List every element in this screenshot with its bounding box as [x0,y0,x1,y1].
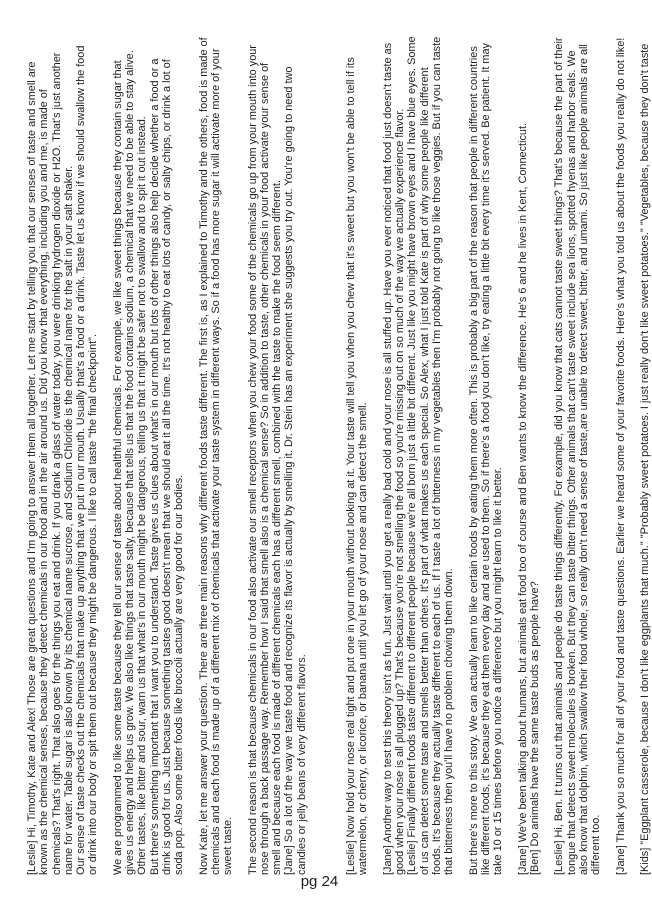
paragraph: [Leslie] Now hold your nose real tight and put one in your mouth without looking at it. Your taste will tell you when you chew that it's sweet but you won't be able to tell if its watermelon, or cherry, or licorice, or banana until you let go of your nose and can detect the smell. [345,57,370,875]
paragraph: [Jane] So a lot of the way we taste food and recognize its flavor is actually by smelling it. Dr. Stein has an experiment she suggests you try out. You're going to need two candies or jelly beans of very different flavors. [283,66,308,875]
paragraph: The second reason is that because chemicals in our food also activate our smell receptors when you chew your food some of the chemicals go up from your mouth into your nose through a back passage way. Remember how I said that smell also is a chemical sense? So in addition to taste, other chemicals in your food activate your sense of smell and because each food is made of different chemicals each has a different smell, combined with the taste to make the food seem different. [246,45,284,875]
paragraph: But there's more to this story. We can actually learn to like certain foods by eating them more often. This is probably a big part of the reason that people in different countries like different foods, it's because they eat them every day and are used to them. So if there's a food you don't like, try eating a little bit every time it's served. Be patient. It may take 10 or 15 times before you notice a difference but you might learn to like it better. [467,42,505,875]
right-text-column [345,35,652,875]
left-text-column [26,35,308,875]
paragraph: Now Kate, let me answer your question. There are three main reasons why different foods taste different. The first is, as I explained to Timothy and the others, food is made of chemicals and each food is made up of a different mix of chemicals that activate your taste system in different ways. So if a food has more sugar it will activate more of your sweet taste. [197,37,235,875]
paragraph: [Jane] We've been talking about humans, but animals eat food too of course and Ben wants to know the difference. He's 6 and he lives in Kent, Connecticut. [516,122,529,875]
paragraph: [Leslie] Hi, Timothy, Kate and Alex! Those are great questions and I'm going to answer them all together. Let me start by telling you that our senses of taste and smell are known as the chemical senses, because they detect chemicals in our food and in the air around us. Did you know that everything, including you and me, is made of chemicals? That's right. That also goes for the things you eat and drink. If you drank a glass of water today, you were drinking hydrogen dioxide or H2O. That's just another name for water. Table sugar is also known by its chemical name sucrose, and Sodium Chloride is the chemical name for the salt in your salt shaker. [26,52,75,875]
paragraph: But there's something important that I want you to understand. Taste gives us clues about what's in our mouth but lots of other things also help decide whether a food or a drink is good for us. Just because something tastes good doesn't mean that we should eat it all the time. It's not healthy to eat lots of candy, or salty chips, or drink a lot of soda pop. Also some bitter foods like broccoli actually are very good for our bodies. [148,58,186,875]
paragraph: [Jane] Thank you so much for all of your food and taste questions. Earlier we heard some of your favorite foods. Here's what you told us about the foods you really do not like! [614,37,627,875]
paragraph: [Leslie] Finally different foods taste different to different people because we're all born just a little bit different. Just like you might have brown eyes and I have blue eyes. Some of us can detect some taste and smells better than others. It's part of what makes us each special. So Alex, what I just told Kate is part of why some people like different foods. It's because they actually taste different to each of us. If I taste a lot of bitterness in my vegetables then I'm probably not going to like those veggies. But if you can taste that bitterness then you'll have no problem chowing them down. [406,36,456,875]
paragraph: [Kids] "Eggplant casserole, because I don't like eggplants that much." "Probably sweet potatoes. I just really don't like sweet potatoes." "Vegetables, because they don't taste [639,43,652,875]
paragraph: [Jane] Another way to test this theory isn't as fun. Just wait until you get a really bad cold and your nose is all stuffed up. Have you ever noticed that food just doesn't taste as good when your nose is all plugged up? That's because you're not smelling the food so you're missing out on so much of the way we actually experience flavor. [381,42,407,875]
page-number: pg 24 [300,873,339,890]
paragraph: Our sense of taste checks out the chemicals that make up anything that we put in our mouth. Usually that's a food or a drink. Taste let us know if we should swallow the food or drink into our body or spit them out because they might be dangerous. I like to call taste "the final checkpoint". [75,45,100,875]
paragraph: We are programmed to like some taste because they tell our sense of taste about healthful chemicals. For example, we like sweet things because they contain sugar that gives us energy and helps us grow. We also like things that taste salty, because that tells us that the food contains sodium, a chemical that we need to be able to stay alive. Other tastes, like bitter and sour, warn us that what's in our mouth might be dangerous, telling us that it might be safer not to swallow and to spit it out instead. [111,50,149,875]
paragraph: [Ben] Do animals have the same taste buds as people have? [528,581,541,875]
paragraph: [Leslie] Hi, Ben. It turns out that animals and people do taste things differently. For example, did you know that cats cannot taste sweet things? That's because the part of their tongue that detects sweet molecules is broken. But they can taste bitter things. Other animals that can't taste sweet include sea lions, spotted hyenas and harbor seals. We also know that dolphin, which swallow their food whole, so really don't need a sense of taste,are unable to detect sweet, bitter, and umami. So just like people animals are all different too. [553,37,603,875]
